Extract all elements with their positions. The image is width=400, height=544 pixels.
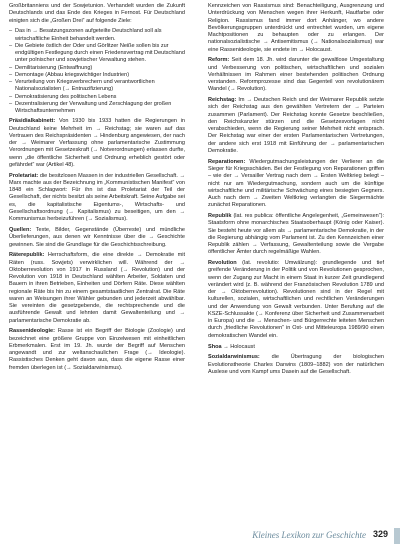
entry-text: Seit dem 18. Jh. wird darunter die gewaltlose Umgestaltung und Verbesserung von politischen, wirtschaftlichen und sozialen Verhältnissen im Rahmen einer bestehenden politischen Ordnung verstanden. Reformprozesse sind das Gegenteil von revolutionärem Wandel (→ Revolution).: [208, 57, 384, 93]
entry-heading: Sozialdarwinismus:: [208, 354, 260, 361]
entry-text: Herrschaftsform, die eine direkte → Demokratie mit Räten (russ. Sowjets) verwirklichen will. Während der → Oktoberrevolution von 1917 in Russland (→ Revolution) und der Revolution von 1918 in Deutschland wählten Arbeiter, Soldaten und Bauern in ihren Betrieben, Einheiten und Dörfern Räte. Diese wählten regionale Räte bis hin zu einem gesamtstaatlichen Zentralrat. Die Räte waren an Weisungen ihrer Wähler gebunden und jederzeit abwählbar. Sie vereinten die gesetzgebende, die rechtsprechende und die ausführende Gewalt und lehnten damit Gewaltenteilung und → parlamentarische Demokratie ab.: [9, 252, 185, 324]
entry-raeterepublik: [9, 252, 185, 325]
list-item: – Die Gebiete östlich der Oder und Görlitzer Neiße sollen bis zur endgültigen Festlegung durch einen Friedensvertrag mit Deutschland unter polnischer und sowjetischer Verwaltung stehen.: [9, 43, 185, 65]
entry-heading: Shoa: [208, 343, 222, 350]
right-column: [208, 3, 384, 380]
intro-paragraph: Großbritanniens und der Sowjetunion. Verhandelt wurden die Zukunft Deutschlands und das Ende des Krieges in Fernost. Für Deutschland einigten sich die „Großen Drei“ auf folgende Ziele:: [9, 3, 185, 24]
entry-reichstag: [208, 97, 384, 155]
list-item: – Demokratisierung des politischen Lebens: [9, 94, 185, 101]
entry-heading: Reform:: [208, 57, 230, 64]
entry-praesidialkabinett: [9, 118, 185, 169]
entry-text: Von 1930 bis 1933 hatten die Regierungen in Deutschland keine Mehrheit im → Reichstag; sie waren auf das Vertrauen des Reichspräsidenten → Hindenburg angewiesen, der nach der → Weimarer Verfassung ohne parlamentarische Zustimmung Verordnungen mit Gesetzeskraft (→ Notverordnungen) erlassen durfte, wenn „die öffentliche Sicherheit und Ordnung erheblich gestört oder gefährdet“ war (Artikel 48).: [9, 118, 185, 168]
entry-text: (lat. res publica: öffentliche Angelegenheit, „Gemeinwesen“): Staatsform ohne monarchisches Staatsoberhaupt (König oder Kaiser). Sie besteht heute vor allem als → parlamentarische Demokratie, in der die Regierung abhängig vom Parlament ist. Zu den Kennzeichen einer Republik zählen → Verfassung, Gewaltenteilung sowie die Vergabe öffentlicher Ämter durch regelmäßige Wahlen.: [208, 213, 384, 256]
entry-text: die besitzlosen Massen in der industriellen Gesellschaft. → Marx machte aus der Bezeichnung im „Kommunistischen Manifest“ von 1848 ein Schlagwort: Für ihn ist das Proletariat der Teil der Gesellschaft, der nichts besitzt als seine Arbeitskraft. Seine Aufgabe sei es, die kapitalistische Eigentums-, Wirtschafts- und Gesellschaftsordnung (→ Kapitalismus) zu beseitigen, um den → Kommunismus herbeizuführen (→ Sozialismus).: [9, 172, 185, 223]
entry-quellen: [9, 227, 185, 249]
entry-heading: Präsidialkabinett:: [9, 118, 56, 125]
entry-text: Rasse ist ein Begriff der Biologie (Zoologie) und bezeichnet eine größere Gruppe von Einzelwesen mit einheitlichen Erbmerkmalen. Erst im 19. Jh. wurde der Begriff auf Menschen angewandt und zur weltanschaulichen Frage (→ Ideologie). Rassistisches Denken geht davon aus, dass die eigene Rasse einer fremden überlegen ist (→ Sozialdarwinismus).: [9, 328, 185, 371]
entry-heading: Revolution: [208, 260, 237, 267]
entry-rassenideologie-cont: Kennzeichen von Rassismus sind: Benachteiligung, Ausgrenzung und Unterdrückung von Menschen wegen ihrer Herkunft, Hautfarbe oder Religion. Rassismus fand immer dort Anhänger, wo andere Bevölkerungsgruppen unterdrückt und entrechtet wurden, um eigene Machtpositionen zu behaupten oder zu erlangen. Der nationalsozialistische → Antisemitismus (→ Nationalsozialismus) war eine Rassenideologie, sie endete im → Holocaust.: [208, 3, 384, 53]
entry-rassenideologie: [9, 328, 185, 372]
entry-shoa: [208, 344, 384, 351]
list-item: – Das in → Besatzungszonen aufgeteilte Deutschland soll als wirtschaftliche Einheit behandelt werden.: [9, 28, 185, 43]
entry-heading: Reparationen:: [208, 158, 246, 165]
entry-reparationen: [208, 159, 384, 210]
entry-heading: Räterepublik:: [9, 252, 45, 259]
page-footer: [0, 528, 400, 544]
running-footer-title: Kleines Lexikon zur Geschichte: [252, 530, 366, 540]
entry-proletariat: [9, 173, 185, 224]
entry-reform: [208, 57, 384, 93]
entry-heading: Reichstag:: [208, 97, 237, 104]
list-item: – Demontage (Abbau kriegswichtiger Industrien): [9, 72, 185, 79]
left-column: [9, 3, 185, 376]
entry-text: (lat. revolutio: Umwälzung): grundlegende und tief greifende Veränderung in der Politik und von Revolutionen gesprochen, wenn der Zugang zur Macht in einem Staat in kurzer Zeit grundlegend verändert wird (z. B. während der Französischen Revolution 1789 und der → Oktoberrevolution). Revolutionen sind in der Regel mit kulturellen, sozialen, wirtschaftlichen und rechtlichen Veränderungen und der Anwendung von Gewalt verbunden. Unter Berufung auf die KSZE-Schlussakte (→ Konferenz über Sicherheit und Zusammenarbeit in Europa) und die → Menschen- und Bürgerrechte leiteten Menschen durch „friedliche Revolutionen“ in Ost- und Mitteleuropa 1989/90 einen demokratischen Wandel ein.: [208, 260, 384, 339]
entry-heading: Rassenideologie:: [9, 328, 55, 335]
list-item: – Demilitarisierung (Entwaffnung): [9, 65, 185, 72]
entry-text: die Übertragung der biologischen Evolutionstheorie Charles Darwins (1809–1882) von der natürlichen Auslese und vom Kampf ums Dasein auf die Gesellschaft.: [208, 354, 384, 375]
list-item: – Dezentralisierung der Verwaltung und Zerschlagung der großen Wirtschaftsunternehmen: [9, 101, 185, 116]
list-item: – Verurteilung von Kriegsverbrechern und verantwortlichen Nationalsozialisten (→ Entnazifizierung): [9, 79, 185, 94]
entry-sozialdarwinismus: [208, 354, 384, 376]
entry-revolution: [208, 260, 384, 340]
entry-text: → Holocaust: [221, 343, 255, 350]
goals-list: [9, 28, 185, 115]
entry-text: Texte, Bilder, Gegenstände (Überreste) und mündliche Überlieferungen, aus denen wir Kenntnisse über die → Geschichte gewinnen. Sie sind die Grundlage für die Geschichtsschreibung.: [9, 227, 185, 248]
page-number: 329: [372, 529, 388, 539]
entry-text: Im → Deutschen Reich und der Weimarer Republik setzte sich der Reichstag aus den gewählten Vertretern der → Parteien zusammen (Parlament). Der Reichstag konnte Gesetze beschließen, den Reichskanzler stürzen und die Gesetzesvorlagen nicht verabschieden, wenn die Regierung seiner Mehrheit nicht entsprach. Der Reichstag war einer der ersten Parlamentarischen Vertretungen, der andere sich erst 1918 mit Einführung der → parlamentarischen Demokratie.: [208, 97, 384, 154]
entry-text: Wiedergutmachungsleistungen der Verlierer an die Sieger für Kriegsschäden. Bei der Festlegung von Reparationen griffen – wie der → Versailler Vertrag nach dem → Ersten Weltkrieg belegt – nicht nur am Wiedergutmachung, sondern auch um die künftige wirtschaftliche und militärische Schwächung eines besiegten Gegners. Auch nach dem → Zweiten Weltkrieg verlangten die Siegermächte zunächst Reparationen.: [208, 158, 384, 209]
page-edge-bar: [394, 528, 400, 544]
entry-heading: Proletariat:: [9, 172, 39, 179]
entry-heading: Republik: [208, 213, 232, 220]
entry-heading: Quellen:: [9, 227, 32, 234]
entry-republik: [208, 213, 384, 257]
